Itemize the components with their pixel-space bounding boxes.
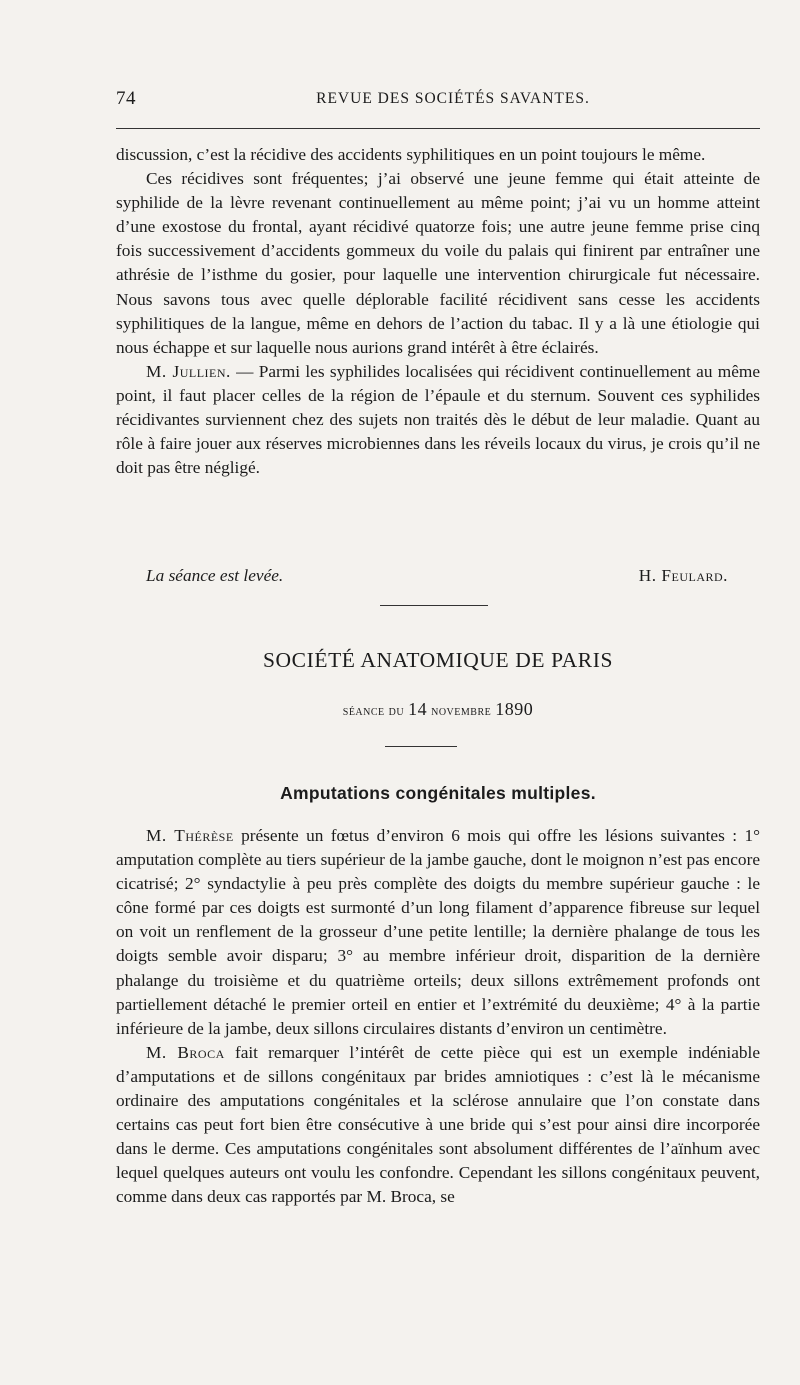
paragraph-text: — Parmi les syphilides localisées qui récidivent continuellement au même point, il faut placer celles de la région de l’épaule et du sternum. Souvent ces syphilides récidivantes surviennent chez des sujets non traités dès le début de leur maladie. Quant au rôle à faire jouer aux réserves microbiennes dans les réveils locaux du virus, je crois qu’il ne doit pas être négligé. bbox=[116, 361, 760, 478]
paragraph-text: présente un fœtus d’environ 6 mois qui offre les lésions suivantes : 1° amputation complète au tiers supérieur de la jambe gauche, dont le moignon n’est pas encore cicatrisé; 2° syndactylie à peu près complète des doigts du membre supérieur gauche : le cône formé par ces doigts est surmonté d’un long filament d’apparence fibreuse sur lequel on voit un renflement de la grosseur d’une petite lentille; la dernière phalange de tous les doigts semble avoir disparu; 3° au membre inférieur droit, disparition de la dernière phalange du troisième et du quatrième orteils; deux sillons extrêmement profonds ont partiellement détaché le premier orteil en entier et l’extrémité du deuxième; 4° à la partie inférieure de la jambe, deux sillons circulaires distants d’environ un centimètre. bbox=[116, 826, 760, 1038]
article-body bbox=[116, 824, 760, 1210]
session-closing bbox=[146, 566, 760, 590]
speaker-name: M. Jullien. bbox=[146, 361, 231, 381]
discussion-continuation bbox=[116, 143, 760, 480]
signature: H. Feulard. bbox=[638, 566, 728, 585]
running-header bbox=[116, 88, 760, 114]
session-day: 14 bbox=[408, 699, 428, 719]
paragraph bbox=[116, 360, 760, 480]
speaker-name: M. Thérèse bbox=[146, 826, 234, 845]
session-year: 1890 bbox=[495, 699, 534, 719]
header-rule bbox=[116, 128, 760, 129]
paragraph-text: fait remarquer l’intérêt de cette pièce qui est un exemple indéniable d’amputations et de sillons congénitaux par brides amniotiques : c’est là le mécanisme ordinaire des amputations congénitales et la sclérose annulaire que l’on constate dans certains cas peut fort bien être consécutive à une bride qui s’est pour ainsi dire incorporée dans le derme. Ces amputations congénitales sont absolument différentes de l’aïnhum avec lequel quelques auteurs ont voulu les confondre. Cependant les sillons congénitaux peuvent, comme dans deux cas rapportés par M. Broca, se bbox=[116, 1042, 760, 1207]
section-divider bbox=[380, 605, 488, 606]
closing-note: La séance est levée. bbox=[146, 566, 284, 585]
paragraph: discussion, c’est la récidive des accidents syphilitiques en un point toujours le même. bbox=[116, 145, 706, 164]
speaker-name: M. Broca bbox=[146, 1042, 225, 1062]
session-date bbox=[116, 699, 760, 720]
subsection-divider bbox=[385, 746, 457, 747]
paragraph bbox=[116, 1041, 760, 1210]
running-title: REVUE DES SOCIÉTÉS SAVANTES. bbox=[316, 90, 590, 107]
paragraph bbox=[116, 824, 760, 1041]
session-month: novembre bbox=[427, 704, 496, 719]
page-number: 74 bbox=[116, 88, 136, 109]
paragraph: Ces récidives sont fréquentes; j’ai observé une jeune femme qui était atteinte de syphilide de la lèvre revenant continuellement au même point; j’ai vu un homme atteint d’une exostose du frontal, ayant récidivé quatorze fois; une autre jeune femme prise cinq fois successivement d’accidents gommeux du voile du palais qui finirent par entraîner une athrésie de l’isthme du gosier, pour laquelle une intervention chirurgicale fut nécessaire. Nous savons tous avec quelle déplorable facilité récidivent sans cesse les accidents syphilitiques de la langue, même en dehors de l’action du tabac. Il y a là une étiologie qui nous échappe et sur laquelle nous aurions grand intérêt à être éclairés. bbox=[116, 169, 760, 357]
session-label: séance du bbox=[342, 704, 409, 719]
article-title: Amputations congénitales multiples. bbox=[280, 783, 596, 803]
section-title: SOCIÉTÉ ANATOMIQUE DE PARIS bbox=[262, 648, 614, 672]
